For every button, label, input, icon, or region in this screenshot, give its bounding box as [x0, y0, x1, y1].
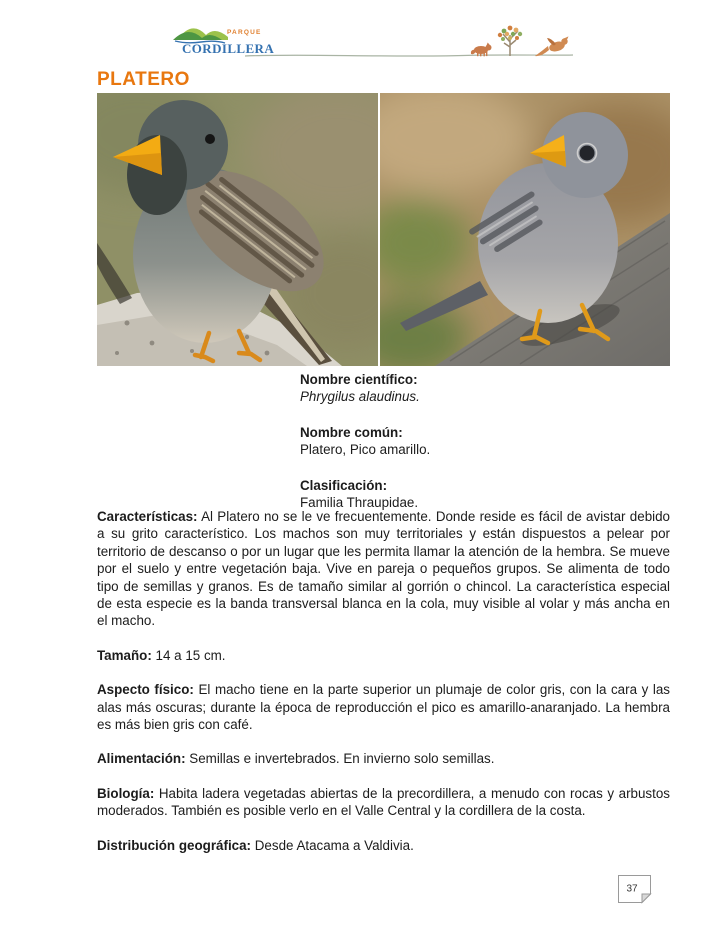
section-aspecto-fisico: [97, 681, 670, 733]
section-text: Al Platero no se le ve frecuentemente. Donde reside es fácil de avistar debido a su grito característico. Los machos son muy territoriales y están dispuestos a pelear por territorio de descanso o por un lugar que les permita llamar la atención de la hembra. Se mueve por el suelo y entre vegetación baja. Vive en pareja o pequeños grupos. Se alimenta de todo tipo de semillas y granos. Es de tamaño similar al gorrión o chincol. La característica especial de esta especie es la banda transversal blanca en la cola, muy visible al volar y más ancha en el macho.: [97, 509, 671, 629]
section-alimentacion: [97, 750, 670, 767]
section-text: Semillas e invertebrados. En invierno solo semillas.: [189, 751, 495, 767]
section-tamano: [97, 647, 670, 664]
section-label: Tamaño:: [97, 647, 152, 663]
common-name-group: [300, 424, 670, 459]
section-distribucion-geografica: [97, 837, 670, 854]
bird-icon: [535, 36, 569, 56]
section-text: 14 a 15 cm.: [155, 647, 226, 663]
platero-photo-right: [380, 93, 670, 366]
section-label: Biología:: [97, 785, 155, 801]
section-label: Aspecto físico:: [97, 682, 194, 698]
common-name-label: Nombre común:: [300, 424, 403, 440]
header-decoration: [243, 16, 575, 62]
page-title: PLATERO: [97, 69, 190, 90]
platero-photo-left: [97, 93, 378, 366]
taxonomy-info: [300, 371, 670, 529]
common-name-value: Platero, Pico amarillo.: [300, 442, 431, 458]
scientific-name-group: [300, 371, 670, 406]
description-sections: [97, 508, 670, 871]
fox-icon: [471, 43, 492, 57]
page-number-box: [617, 874, 653, 904]
classification-group: [300, 477, 670, 512]
section-text: El macho tiene en la parte superior un plumaje de color gris, con la cara y las alas más oscuras; durante la época de reproducción el pico es amarillo-anaranjado. La hembra es más bien gris con café.: [97, 682, 670, 733]
section-text: Desde Atacama a Valdivia.: [254, 837, 414, 853]
classification-value: Familia Thraupidae.: [300, 495, 419, 511]
section-text: Habita ladera vegetadas abiertas de la precordillera, a menudo con rocas y arbustos moderados. También es posible verlo en el Valle Central y la cordillera de la costa.: [97, 785, 670, 819]
classification-label: Clasificación:: [300, 477, 388, 493]
page-number: 37: [626, 883, 638, 895]
section-label: Características:: [97, 509, 198, 524]
section-caracteristicas: [97, 508, 670, 630]
logo-text-parque: PARQUE: [227, 29, 262, 36]
bird-photos: [97, 93, 670, 366]
scientific-name-label: Nombre científico:: [300, 372, 418, 387]
section-label: Alimentación:: [97, 751, 186, 767]
header-rule-line: [245, 55, 573, 56]
logo-text-cordillera: CORDILLERA: [182, 41, 275, 56]
tree-icon: [498, 26, 522, 56]
section-biologia: [97, 785, 670, 820]
scientific-name-value: Phrygilus alaudinus.: [300, 389, 420, 405]
section-label: Distribución geográfica:: [97, 837, 252, 853]
